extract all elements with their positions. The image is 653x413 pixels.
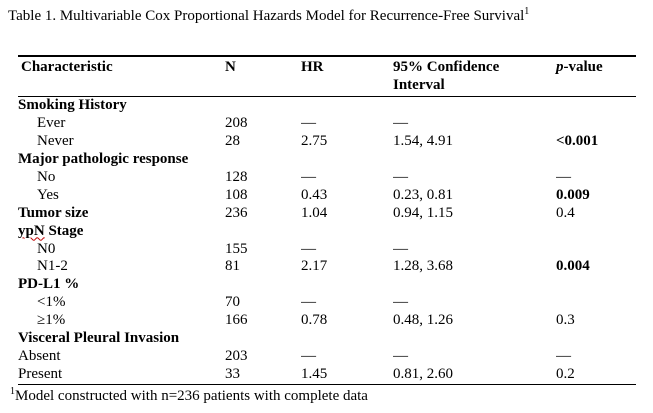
cell-characteristic: Never — [37, 132, 74, 149]
cell-characteristic: Major pathologic response — [18, 150, 189, 167]
cell-p — [556, 294, 636, 312]
cell-characteristic: Present — [18, 366, 63, 383]
table-title-text: Table 1. Multivariable Cox Proportional Hazards Model for Recurrence-Free Survival — [8, 8, 525, 24]
cell-n — [225, 97, 301, 115]
col-header-hr: HR — [301, 56, 393, 97]
cell-n — [225, 223, 301, 241]
cell-ci — [393, 97, 556, 115]
cell-ci: — — [393, 348, 408, 365]
cell-ci: — — [393, 168, 408, 185]
cell-p: 0.004 — [556, 258, 590, 275]
cell-characteristic: <1% — [37, 294, 66, 311]
cell-ci: 0.81, 2.60 — [393, 366, 453, 383]
footnote-superscript: 1 — [10, 386, 15, 397]
cell-n: 108 — [225, 186, 248, 203]
table-row — [18, 223, 636, 241]
cell-n — [225, 330, 301, 348]
col-header-n: N — [225, 56, 301, 97]
cell-characteristic: Ever — [37, 114, 66, 131]
cell-p — [556, 223, 636, 241]
cell-n: 28 — [225, 132, 240, 149]
table-row — [18, 133, 636, 151]
cell-characteristic: No — [37, 168, 56, 185]
cell-hr — [301, 330, 393, 348]
header-row — [18, 56, 636, 97]
cell-n: 81 — [225, 258, 240, 275]
cell-n: 33 — [225, 366, 240, 383]
cell-hr: 0.78 — [301, 312, 328, 329]
cell-hr: — — [301, 348, 316, 365]
cell-hr: 1.45 — [301, 366, 328, 383]
table-row — [18, 187, 636, 205]
table-row — [18, 115, 636, 133]
cox-model-table — [18, 55, 636, 385]
table-title — [8, 7, 529, 26]
cell-n: 128 — [225, 168, 248, 185]
cell-hr — [301, 151, 393, 169]
cell-characteristic: ≥1% — [37, 312, 66, 329]
cell-ci — [393, 223, 556, 241]
cell-hr: — — [301, 168, 316, 185]
cell-ci: — — [393, 114, 408, 131]
cell-hr — [301, 223, 393, 241]
cell-characteristic: Tumor size — [18, 204, 89, 221]
cell-n: 155 — [225, 240, 248, 257]
cell-n — [225, 151, 301, 169]
cell-characteristic: N1-2 — [37, 258, 68, 275]
cell-n: 70 — [225, 294, 240, 311]
cell-n: 208 — [225, 114, 248, 131]
cell-p: 0.3 — [556, 312, 575, 329]
cell-characteristic: PD-L1 % — [18, 276, 80, 293]
cell-ci: 0.23, 0.81 — [393, 186, 453, 203]
cell-p: 0.009 — [556, 186, 590, 203]
cell-ci: 1.28, 3.68 — [393, 258, 453, 275]
ci-header-line2: Interval — [393, 76, 445, 93]
cell-characteristic: ypN Stage — [18, 222, 84, 239]
cell-characteristic: N0 — [37, 240, 56, 257]
table-body — [18, 97, 636, 385]
table-row — [18, 366, 636, 384]
cell-p: 0.4 — [556, 204, 575, 221]
cell-ci: — — [393, 294, 408, 311]
cell-hr: 2.75 — [301, 132, 328, 149]
cell-ci — [393, 276, 556, 294]
cell-p — [556, 115, 636, 133]
cell-hr: — — [301, 240, 316, 257]
cell-p — [556, 330, 636, 348]
col-header-p-value — [556, 56, 636, 97]
cell-p — [556, 276, 636, 294]
cell-hr: — — [301, 294, 316, 311]
cell-p: — — [556, 348, 571, 365]
cell-hr — [301, 97, 393, 115]
table-row — [18, 169, 636, 187]
cell-n: 236 — [225, 204, 248, 221]
cell-ci: — — [393, 240, 408, 257]
cell-p — [556, 151, 636, 169]
ci-header-line1: 95% Confidence — [393, 59, 500, 75]
table-title-superscript: 1 — [524, 6, 530, 17]
table-row — [18, 205, 636, 223]
cell-characteristic: Visceral Pleural Invasion — [18, 330, 180, 347]
cell-ci: 0.94, 1.15 — [393, 204, 453, 221]
p-value-italic-p: p — [556, 59, 564, 75]
cell-p: <0.001 — [556, 132, 599, 149]
table-row — [18, 312, 636, 330]
table-row — [18, 294, 636, 312]
table-row — [18, 348, 636, 366]
cell-p — [556, 241, 636, 259]
table-row — [18, 330, 636, 348]
col-header-confidence-interval — [393, 56, 556, 97]
cell-ci: 1.54, 4.91 — [393, 132, 453, 149]
cell-hr: — — [301, 114, 316, 131]
footnote-text: Model constructed with n=236 patients with complete data — [15, 388, 368, 404]
cell-hr — [301, 276, 393, 294]
cell-p — [556, 97, 636, 115]
p-value-rest: -value — [563, 59, 603, 75]
cell-ci — [393, 330, 556, 348]
cell-p: — — [556, 168, 571, 185]
table-row — [18, 258, 636, 276]
cell-hr: 0.43 — [301, 186, 328, 203]
cell-p: 0.2 — [556, 366, 575, 383]
cell-n — [225, 276, 301, 294]
cell-hr: 1.04 — [301, 204, 328, 221]
table-row — [18, 151, 636, 169]
cell-characteristic: Smoking History — [18, 97, 127, 113]
table-row — [18, 276, 636, 294]
col-header-characteristic: Characteristic — [18, 56, 225, 97]
footnote — [10, 387, 368, 406]
cell-n: 203 — [225, 348, 248, 365]
table-row — [18, 97, 636, 115]
table-row — [18, 241, 636, 259]
cell-n: 166 — [225, 312, 248, 329]
cell-ci: 0.48, 1.26 — [393, 312, 453, 329]
misspelled-text: ypN — [18, 222, 45, 239]
cell-characteristic: Absent — [18, 348, 61, 365]
cell-hr: 2.17 — [301, 258, 328, 275]
cell-characteristic: Yes — [37, 186, 59, 203]
cell-ci — [393, 151, 556, 169]
